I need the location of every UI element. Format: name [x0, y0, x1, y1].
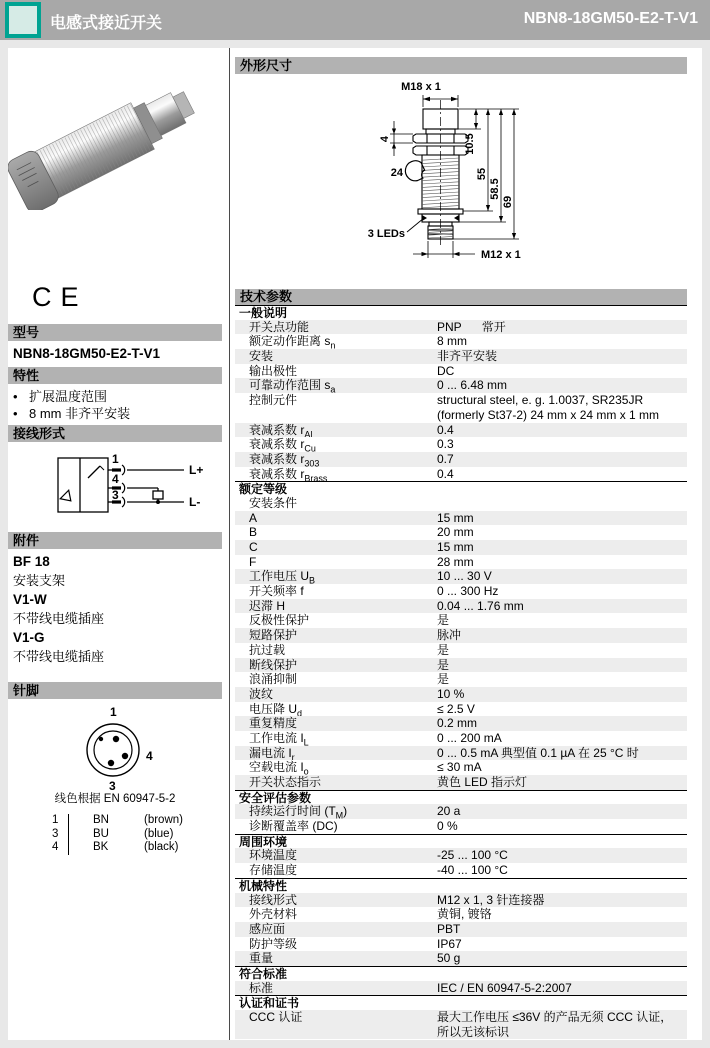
tech-row: 抗过载 是 — [249, 642, 450, 657]
tech-section-header: 技术参数 — [235, 289, 687, 305]
tech-row: 空载电流 $I_o$ ≤ 30 mA — [249, 760, 482, 776]
conn-lplus-label: L+ — [189, 463, 204, 477]
dim-58-5-label: 58.5 — [489, 178, 501, 200]
tech-row: 衰减系数 $r_{Al}$ 0.4 — [235, 423, 687, 438]
column-divider — [229, 48, 230, 1040]
tech-row: 环境温度 -25 ... 100 °C — [235, 848, 687, 863]
tech-row: 重量 50 g — [235, 951, 687, 966]
tech-row: 接线形式 M12 x 1, 3 针连接器 — [235, 893, 687, 908]
tech-row: 诊断覆盖率 (DC) 0 % — [249, 819, 458, 834]
tech-row: F 28 mm — [249, 554, 474, 569]
dimensions-section-header: 外形尺寸 — [235, 57, 687, 74]
dim-thread-bottom-label: M12 x 1 — [481, 249, 521, 261]
feature-item: • 8 mm 非齐平安装 — [13, 406, 131, 421]
right-column — [235, 48, 687, 1039]
accessory-description: 安装支架 — [13, 573, 66, 588]
accessory-name: BF 18 — [13, 554, 50, 569]
tech-subsection-header: 安全评估参数 — [235, 790, 687, 805]
tech-subsection-header: 一般说明 — [235, 305, 687, 320]
tech-subsection-header: 周围环境 — [235, 834, 687, 849]
tech-row: 存储温度 -40 ... 100 °C — [249, 863, 508, 878]
ce-mark: CE — [32, 282, 88, 312]
tech-row: 工作电流 $I_L$ 0 ... 200 mA — [249, 730, 502, 746]
tech-row: 开关频率 f 0 ... 300 Hz — [249, 584, 499, 599]
dim-thread-top-label: M18 x 1 — [401, 81, 441, 93]
tech-subsection-header: 额定等级 — [235, 481, 687, 496]
tech-row: 短路保护 脉冲 — [235, 628, 687, 643]
accessory-name: V1-W — [13, 592, 47, 607]
connection-diagram — [8, 450, 222, 530]
tech-row: 持续运行时间 $(T_M)$ 20 a — [235, 804, 687, 819]
wire-color-table — [52, 814, 222, 855]
pinout-pin3-label: 3 — [109, 779, 116, 792]
left-column — [8, 48, 222, 1040]
pinout-diagram — [8, 706, 222, 792]
tech-row: 开关状态指示 黄色 LED 指示灯 — [235, 775, 687, 790]
tech-row: 感应面 PBT — [235, 922, 687, 937]
tech-group-label: 安装条件 — [249, 495, 298, 510]
tech-row: 重复精度 0.2 mm — [235, 716, 687, 731]
accessory-description: 不带线电缆插座 — [13, 649, 105, 664]
pinout-pin4-label: 4 — [146, 749, 153, 763]
dim-69-label: 69 — [502, 195, 514, 209]
tech-row: 工作电压 $U_B$ 10 ... 30 V — [235, 569, 687, 584]
feature-item: • 扩展温度范围 — [13, 389, 108, 404]
model-number-title: NBN8-18GM50-E2-T-V1 — [523, 10, 698, 27]
accessories-list — [8, 549, 222, 667]
pinout-section-header: 针脚 — [8, 682, 222, 699]
tech-row: 控制元件 structural steel, e. g. 1.0037, SR235JR (formerly St37-2) 24 mm x 24 mm x 1 mm — [249, 393, 660, 422]
leds-label: 3 LEDs — [367, 228, 405, 240]
tech-row: C 15 mm — [235, 540, 687, 555]
accessories-section-header: 附件 — [8, 532, 222, 549]
tech-row: 额定动作距离 $s_n$ 8 mm — [249, 334, 467, 350]
tech-subsection-header: 认证和证书 — [235, 995, 687, 1010]
conn-pin1-label: 1 — [112, 452, 119, 466]
page-content — [8, 48, 702, 1040]
model-name: NBN8-18GM50-E2-T-V1 — [13, 346, 161, 361]
tech-rows — [235, 305, 687, 1039]
tech-row: 衰减系数 $r_{Brass}$ 0.4 — [249, 466, 454, 482]
dimension-drawing — [235, 74, 687, 286]
connection-section-header: 接线形式 — [8, 425, 222, 442]
wire-row: 3 BU (blue) — [52, 827, 174, 840]
header-bar — [0, 0, 710, 40]
dim-10-5-label: 10.5 — [464, 133, 476, 155]
conn-pin3-label: 3 — [112, 488, 119, 502]
tech-row: 安装 非齐平安装 — [235, 349, 687, 364]
dim-wrench-label: 24 — [390, 167, 403, 179]
conn-pin4-label: 4 — [112, 472, 119, 486]
tech-row: 防护等级 IP67 — [249, 936, 462, 951]
tech-row: 波纹 10 % — [235, 687, 687, 702]
tech-row: 迟滞 H 0.04 ... 1.76 mm — [235, 599, 687, 614]
tech-row: A 15 mm — [235, 511, 687, 526]
tech-row: 外壳材料 黄铜, 镀铬 — [249, 907, 492, 922]
accessory-name: V1-G — [13, 630, 45, 645]
brand-logo-icon — [5, 2, 41, 38]
tech-row: 衰减系数 $r_{303}$ 0.7 — [235, 452, 687, 467]
tech-row: 开关点功能 PNP 常开 — [235, 320, 687, 335]
product-photo — [8, 70, 222, 210]
tech-row: 可靠动作范围 $s_a$ 0 ... 6.48 mm — [235, 378, 687, 393]
accessory-description: 不带线电缆插座 — [13, 611, 105, 626]
tech-row: 反极性保护 是 — [249, 613, 450, 628]
conn-lminus-label: L- — [189, 495, 201, 509]
wire-row: 1 BN (brown) — [52, 814, 183, 826]
features-list — [8, 384, 222, 422]
pinout-pin1-label: 1 — [110, 706, 117, 719]
dim-55-label: 55 — [476, 167, 488, 181]
tech-row: 衰减系数 $r_{Cu}$ 0.3 — [249, 437, 454, 452]
tech-row: 漏电流 $I_r$ 0 ... 0.5 mA 典型值 0.1 µA 在 25 °C 时 — [235, 746, 687, 761]
wire-row: 4 BK (black) — [52, 841, 179, 853]
tech-subsection-header: 符合标准 — [235, 966, 687, 981]
product-family-title: 电感式接近开关 — [50, 15, 163, 32]
tech-row: B 20 mm — [249, 525, 474, 540]
tech-row: 电压降 $U_d$ ≤ 2.5 V — [249, 701, 475, 717]
tech-row: 浪涌抑制 是 — [249, 672, 450, 687]
tech-subsection-header: 机械特性 — [235, 878, 687, 893]
features-section-header: 特性 — [8, 367, 222, 384]
dim-nut-height-label: 4 — [379, 135, 391, 143]
wire-color-caption: 线色根据 EN 60947-5-2 — [54, 793, 176, 805]
model-section-header: 型号 — [8, 324, 222, 341]
tech-row: 断线保护 是 — [235, 658, 687, 673]
tech-row: CCC 认证 最大工作电压 ≤36V 的产品无须 CCC 认证，所以无该标识 — [235, 1010, 687, 1039]
tech-row: 标准 IEC / EN 60947-5-2:2007 — [235, 981, 687, 996]
tech-row: 输出极性 DC — [249, 363, 455, 378]
